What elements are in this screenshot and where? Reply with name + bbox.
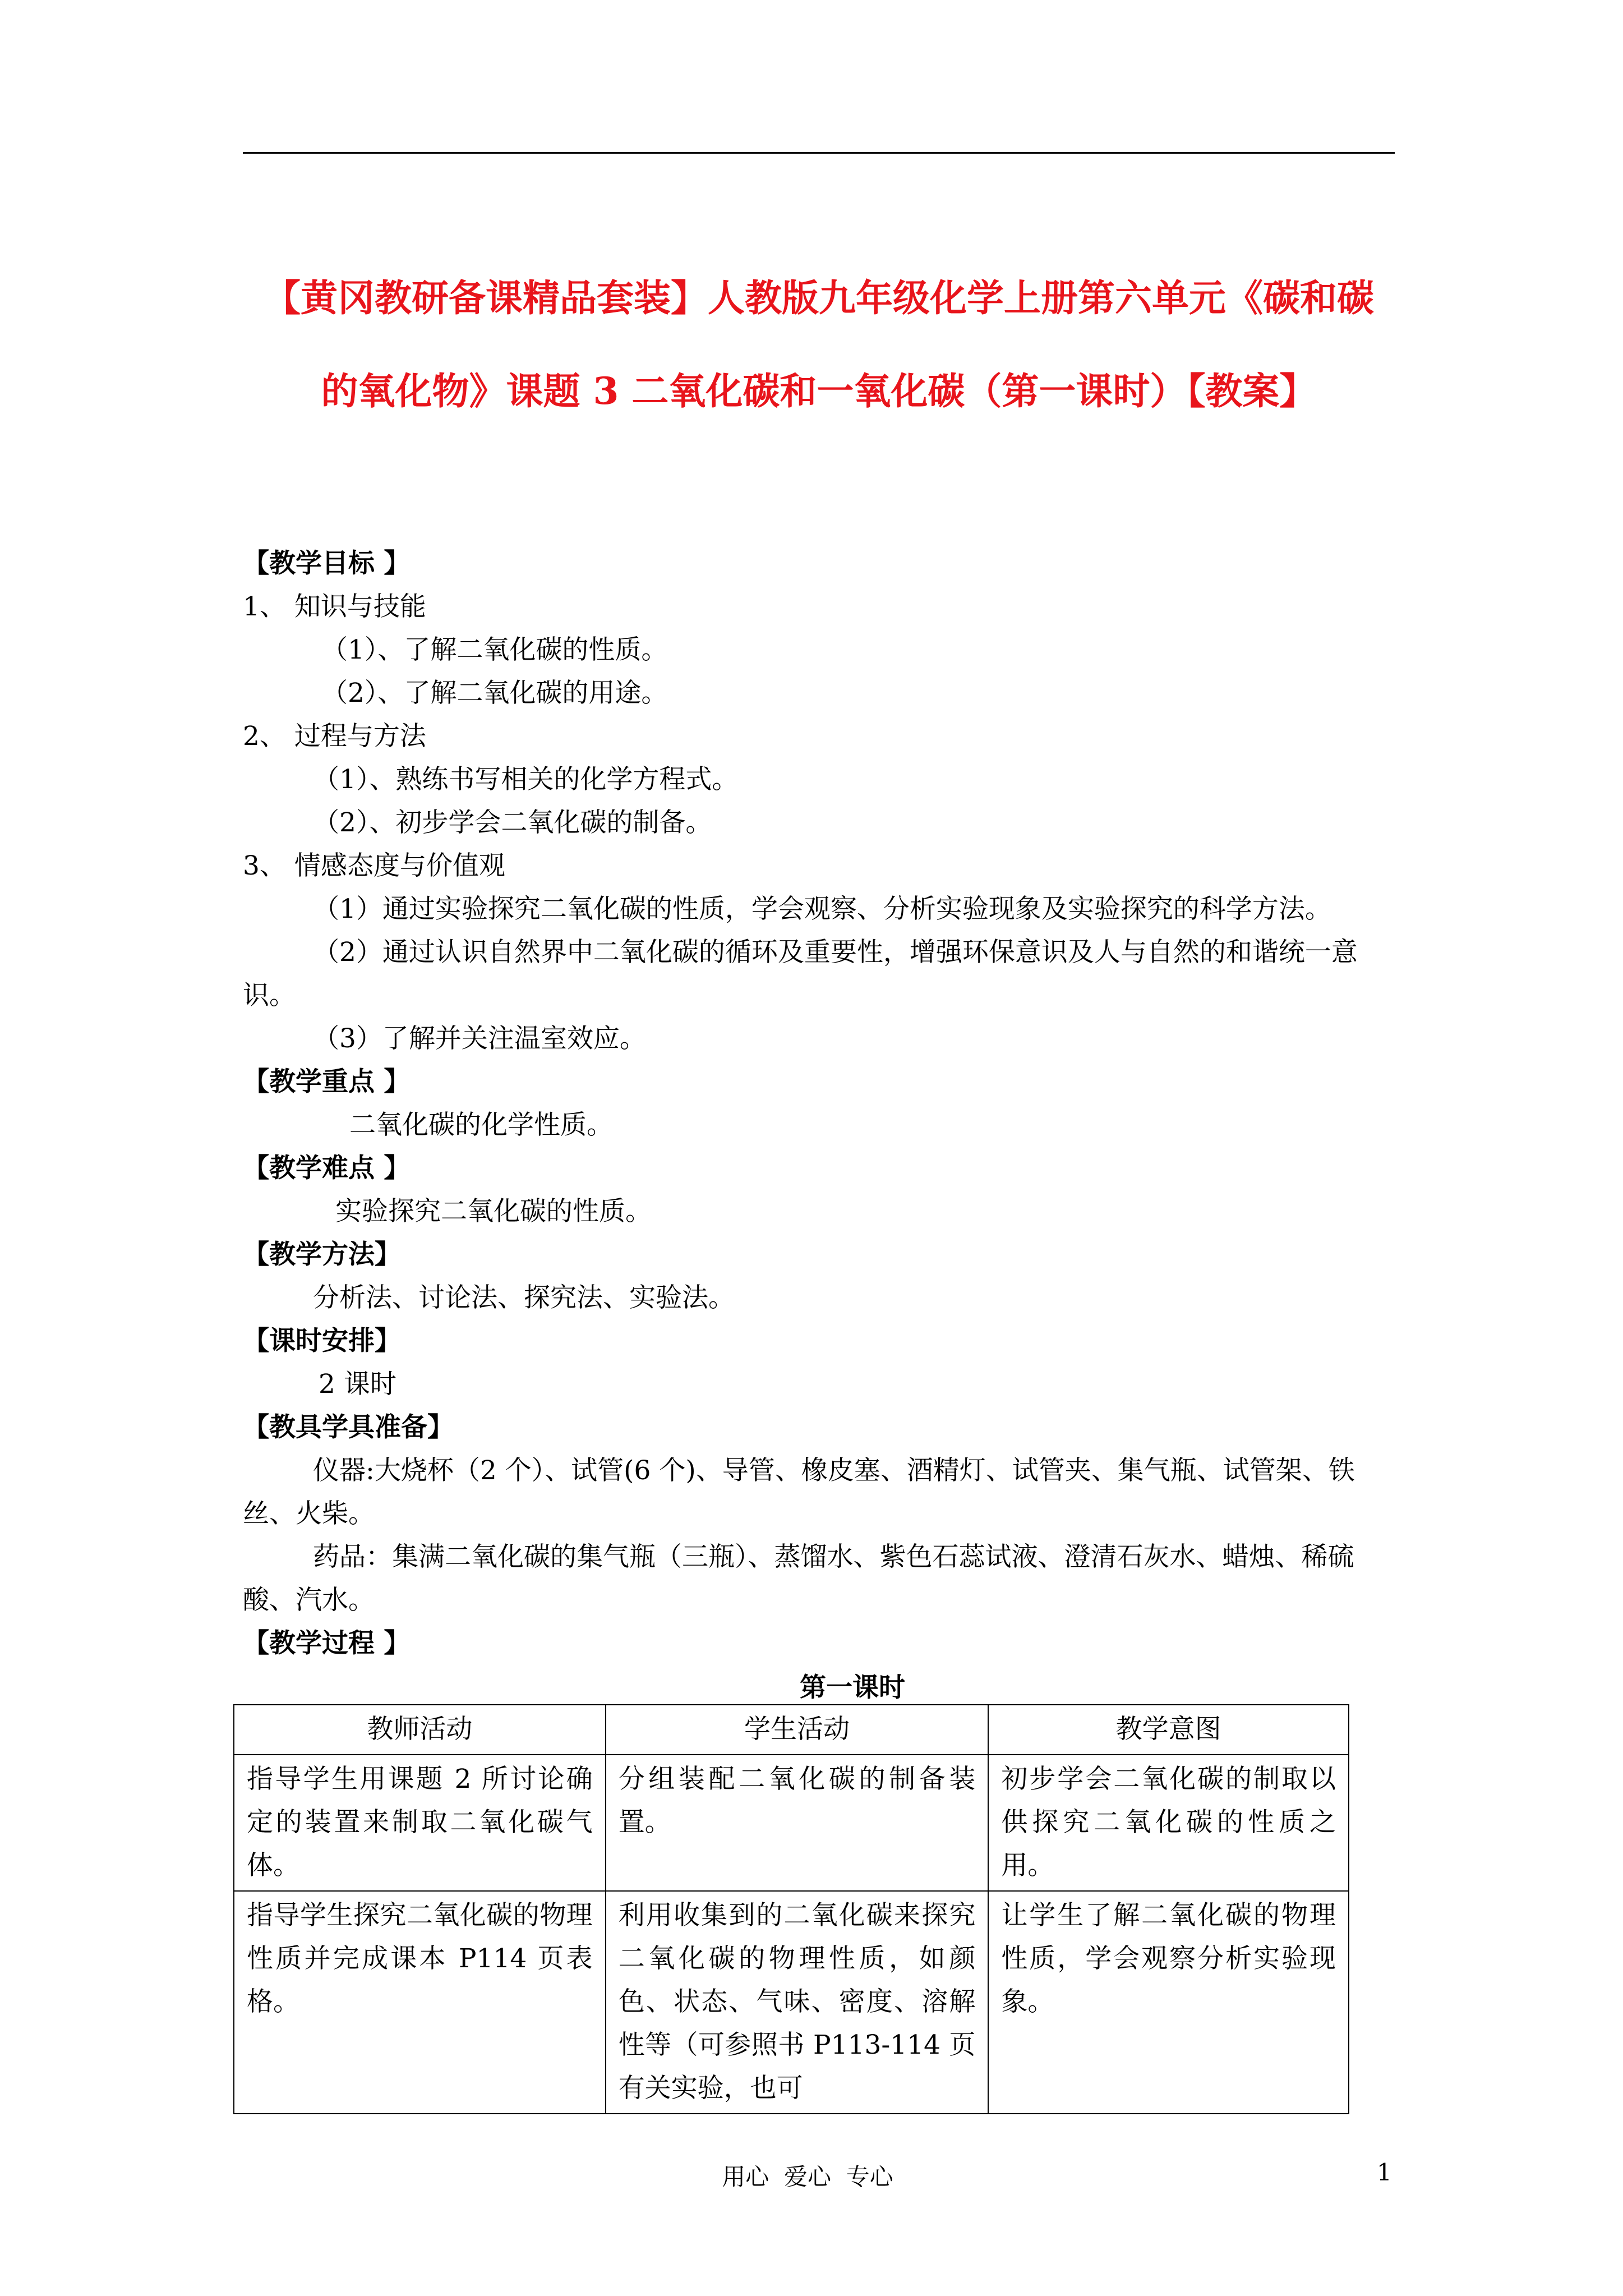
objective-item: （1）通过实验探究二氧化碳的性质，学会观察、分析实验现象及实验探究的科学方法。 (313, 894, 1331, 924)
objective-section-3: 3、 情感态度与价值观 (243, 850, 505, 881)
table-cell: 利用收集到的二氧化碳来探究二氧化碳的物理性质，如颜色、状态、气味、密度、溶解性等（可参照书 P113-114 页有关实验，也可 (606, 1891, 989, 2114)
document-body (243, 542, 1395, 1709)
title-line-2: 的氧化物》课题 3 二氧化碳和一氧化碳（第一课时）【教案】 (321, 369, 1317, 413)
table-cell: 分组装配二氧化碳的制备装置。 (606, 1755, 989, 1891)
lesson-plan-table (233, 1704, 1349, 2114)
objective-item: （2）、了解二氧化碳的用途。 (321, 678, 668, 708)
schedule-heading: 【课时安排】 (243, 1326, 401, 1356)
objective-item: （1）、熟练书写相关的化学方程式。 (313, 764, 739, 795)
materials-instruments: 仪器:大烧杯（2 个）、试管(6 个)、导管、橡皮塞、酒精灯、试管夹、集气瓶、试管架、铁丝、火柴。 (243, 1455, 1355, 1529)
objective-item: （2）通过认识自然界中二氧化碳的循环及重要性，增强环保意识及人与自然的和谐统一意识。 (243, 937, 1358, 1011)
objective-section-1: 1、 知识与技能 (243, 591, 426, 622)
process-heading: 【教学过程 】 (243, 1628, 411, 1659)
table-cell: 初步学会二氧化碳的制取以供探究二氧化碳的性质之用。 (988, 1755, 1349, 1891)
document-title (243, 251, 1395, 438)
title-line-1: 【黄冈教研备课精品套装】人教版九年级化学上册第六单元《碳和碳 (264, 276, 1374, 320)
difficulty-text: 实验探究二氧化碳的性质。 (335, 1196, 652, 1227)
difficulty-heading: 【教学难点 】 (243, 1153, 411, 1184)
table-header-row (234, 1705, 1349, 1755)
header-student-activity: 学生活动 (606, 1705, 989, 1755)
objective-item: （2）、初步学会二氧化碳的制备。 (313, 807, 712, 838)
objectives-heading: 【教学目标 】 (243, 548, 411, 579)
table-cell: 指导学生用课题 2 所讨论确定的装置来制取二氧化碳气体。 (234, 1755, 606, 1891)
materials-chemicals: 药品：集满二氧化碳的集气瓶（三瓶）、蒸馏水、紫色石蕊试液、澄清石灰水、蜡烛、稀硫酸、汽水。 (243, 1542, 1354, 1616)
page-number: 1 (1377, 2159, 1392, 2186)
method-heading: 【教学方法】 (243, 1239, 401, 1270)
objective-item: （3）了解并关注温室效应。 (313, 1023, 646, 1054)
table-row (234, 1891, 1349, 2114)
footer-motto: 用心 爱心 专心 (722, 2163, 893, 2191)
table-cell: 让学生了解二氧化碳的物理性质，学会观察分析实验现象。 (988, 1891, 1349, 2114)
objective-section-2: 2、 过程与方法 (243, 721, 426, 752)
table-row (234, 1755, 1349, 1891)
header-rule (243, 152, 1395, 154)
key-point-heading: 【教学重点 】 (243, 1066, 411, 1097)
table-title: 第一课时 (800, 1672, 905, 1703)
key-point-text: 二氧化碳的化学性质。 (349, 1110, 613, 1140)
table-cell: 指导学生探究二氧化碳的物理性质并完成课本 P114 页表格。 (234, 1891, 606, 2114)
header-teacher-activity: 教师活动 (234, 1705, 606, 1755)
schedule-text: 2 课时 (319, 1369, 396, 1400)
materials-heading: 【教具学具准备】 (243, 1412, 454, 1443)
header-teaching-intent: 教学意图 (988, 1705, 1349, 1755)
method-text: 分析法、讨论法、探究法、实验法。 (313, 1282, 735, 1313)
objective-item: （1）、了解二氧化碳的性质。 (321, 634, 668, 665)
